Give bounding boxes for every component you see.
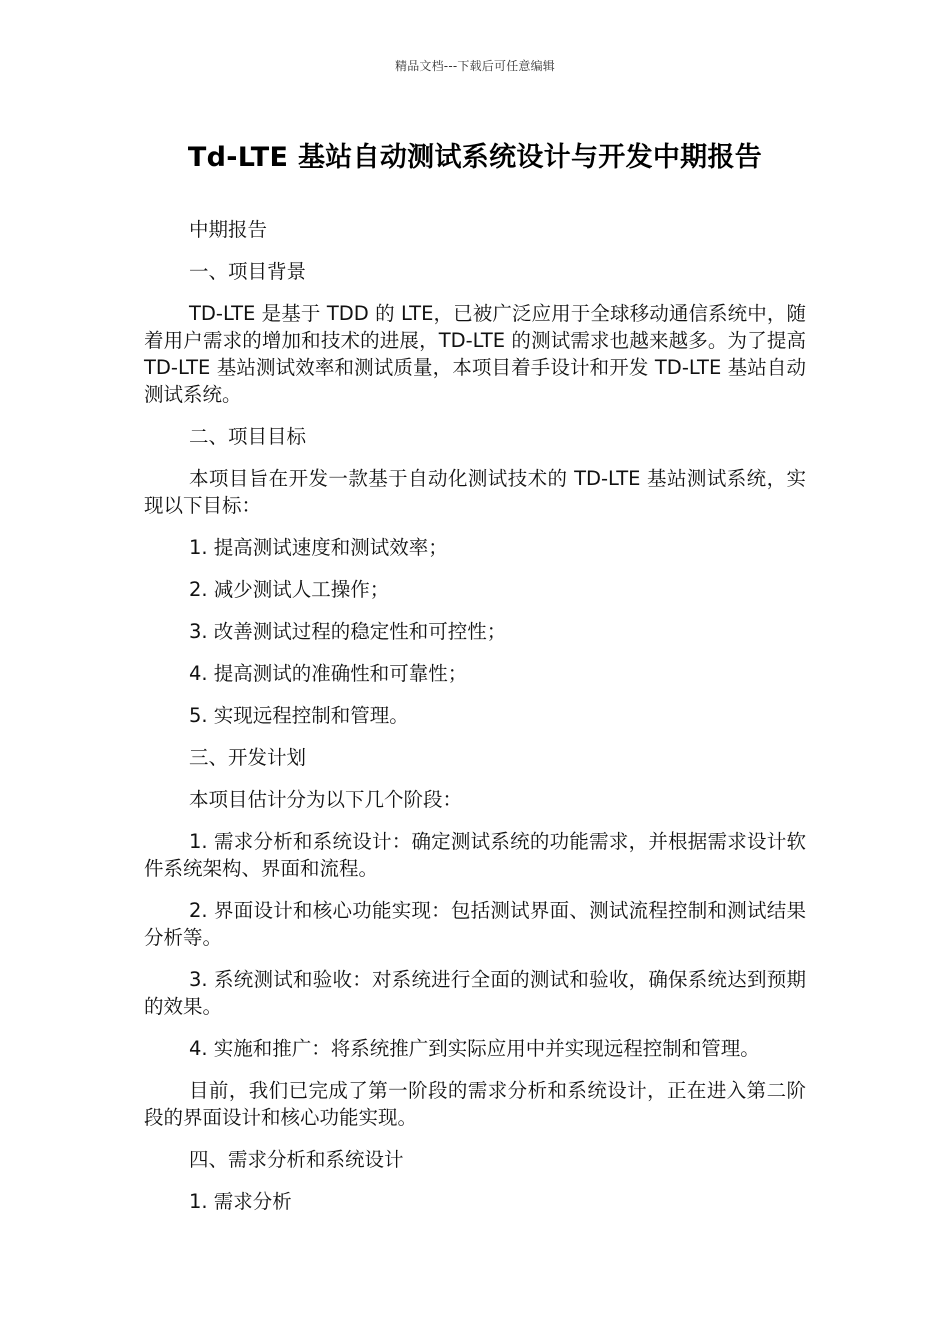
heading-project-goals: 二、项目目标 [189,425,307,448]
goal-item-4: 4. 提高测试的准确性和可靠性； [189,662,468,685]
subheading-requirements-analysis: 1. 需求分析 [189,1190,292,1213]
plan-stage-4: 4. 实施和推广：将系统推广到实际应用中并实现远程控制和管理。 [189,1037,760,1060]
plan-stage-3: 3. 系统测试和验收：对系统进行全面的测试和验收，确保系统达到预期的效果。 [144,968,806,1018]
goal-item-3: 3. 改善测试过程的稳定性和可控性； [189,620,507,643]
paragraph-plan-intro: 本项目估计分为以下几个阶段： [189,788,463,811]
heading-project-background: 一、项目背景 [189,260,307,283]
section-label-interim-report: 中期报告 [189,218,268,241]
document-body [144,216,806,1230]
paragraph-current-progress: 目前，我们已完成了第一阶段的需求分析和系统设计，正在进入第二阶段的界面设计和核心功能实现。 [144,1079,806,1129]
paragraph-goals-intro: 本项目旨在开发一款基于自动化测试技术的 TD-LTE 基站测试系统，实现以下目标： [144,467,806,517]
heading-development-plan: 三、开发计划 [189,746,307,769]
page-header: 精品文档---下载后可任意编辑 [395,59,555,73]
goal-item-2: 2. 减少测试人工操作； [189,578,390,601]
plan-stage-1: 1. 需求分析和系统设计：确定测试系统的功能需求，并根据需求设计软件系统架构、界面和流程。 [144,830,806,880]
plan-stage-2: 2. 界面设计和核心功能实现：包括测试界面、测试流程控制和测试结果分析等。 [144,899,806,949]
heading-requirements-design: 四、需求分析和系统设计 [189,1148,404,1171]
paragraph-background: TD-LTE 是基于 TDD 的 LTE，已被广泛应用于全球移动通信系统中，随着用户需求的增加和技术的进展，TD-LTE 的测试需求也越来越多。为了提高 TD-LTE 基站测试效率和测试质量，本项目着手设计和开发 TD-LTE 基站自动测试系统。 [144,302,806,406]
document-title: Td-LTE 基站自动测试系统设计与开发中期报告 [187,142,763,173]
goal-item-5: 5. 实现远程控制和管理。 [189,704,409,727]
goal-item-1: 1. 提高测试速度和测试效率； [189,536,448,559]
